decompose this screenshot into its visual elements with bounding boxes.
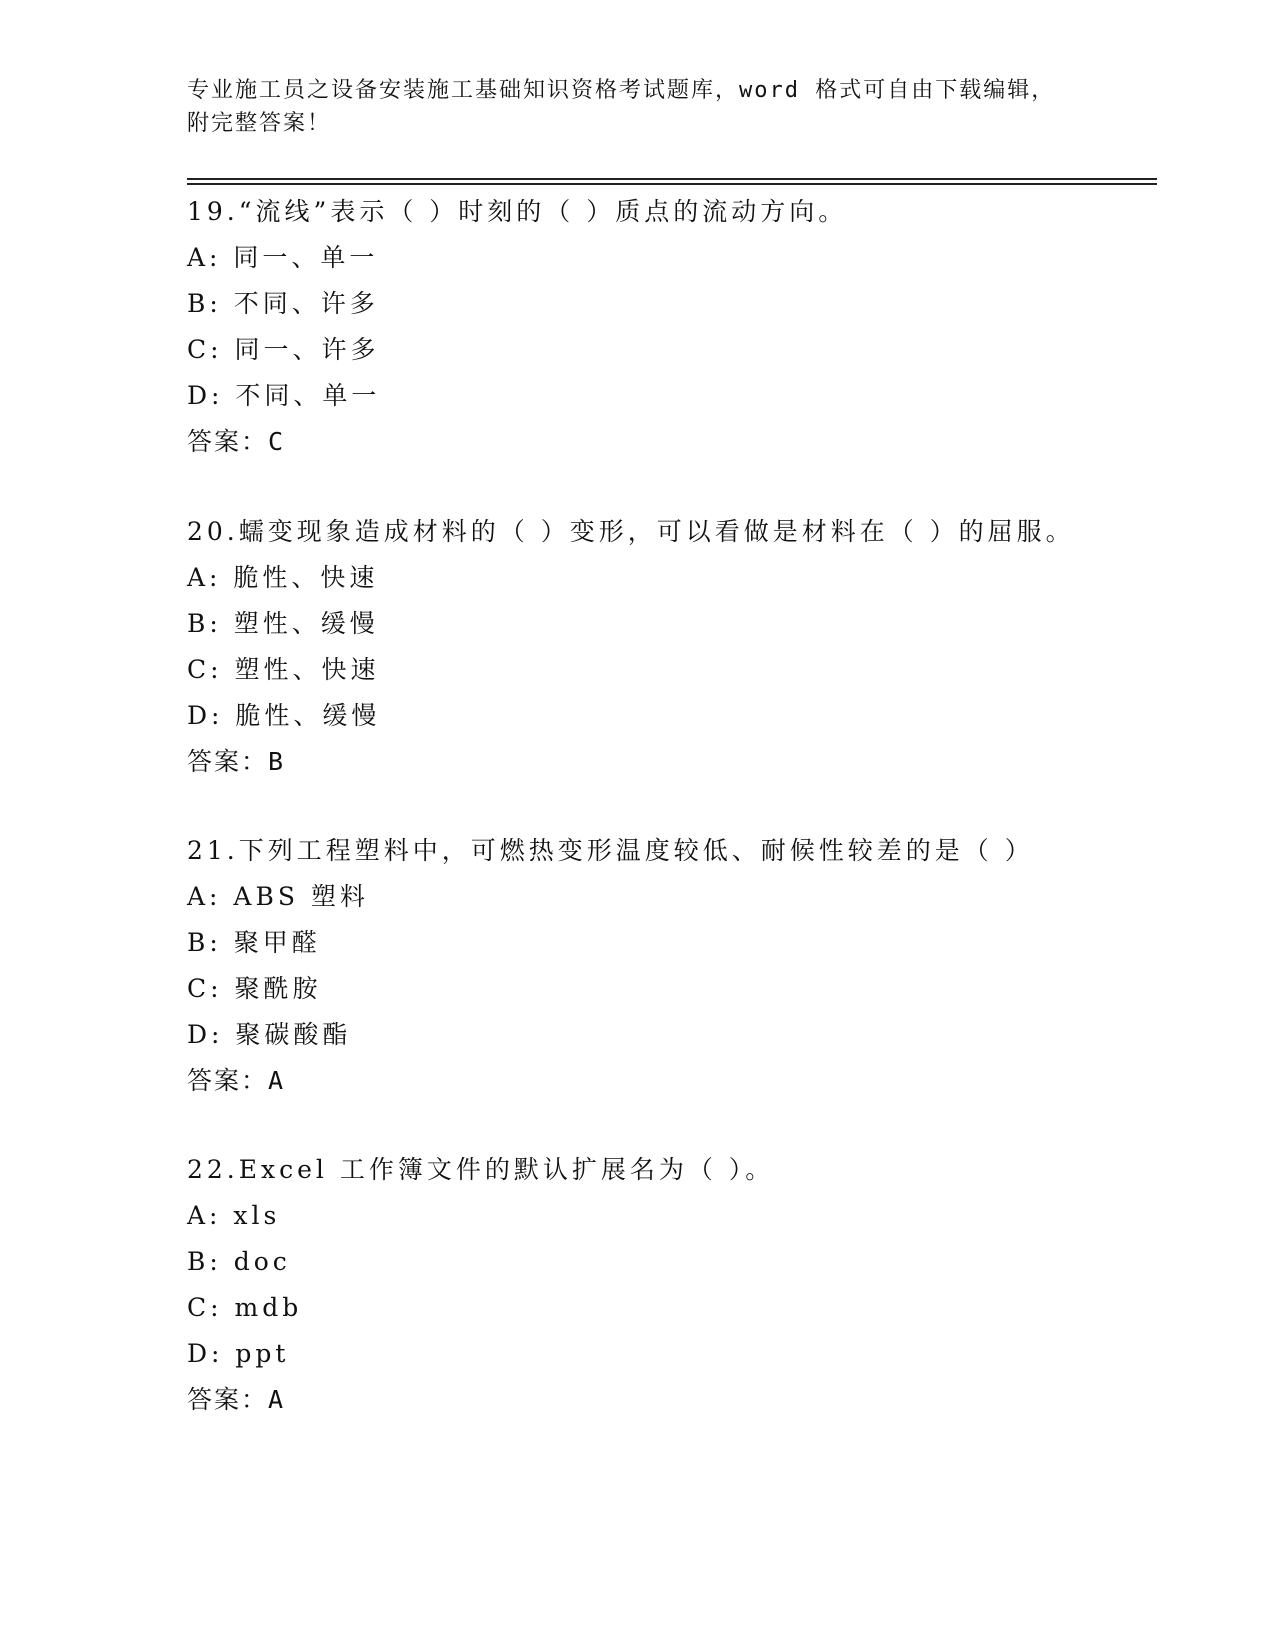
option-a: A: 同一、单一 [187,243,379,272]
option-b: B: 聚甲醛 [187,928,321,957]
option-d: D: 脆性、缓慢 [187,701,381,730]
question-block [187,828,1147,1104]
option-d: D: 不同、单一 [187,381,381,410]
question-block [187,1147,1147,1423]
header-line-1: 专业施工员之设备安装施工基础知识资格考试题库，word 格式可自由下载编辑， [187,78,1056,103]
question-stem: 20.蠕变现象造成材料的（ ）变形，可以看做是材料在（ ）的屈服。 [187,517,1075,546]
document-header [187,74,1087,140]
option-a: A: xls [187,1201,281,1230]
header-line-2: 附完整答案！ [187,111,332,136]
option-d: D: 聚碳酸酯 [187,1020,352,1049]
option-c: C: 聚酰胺 [187,974,322,1003]
option-c: C: mdb [187,1293,303,1322]
answer-line: 答案：A [187,1066,286,1095]
option-d: D: ppt [187,1339,290,1368]
option-b: B: doc [187,1247,291,1276]
question-block [187,509,1147,785]
answer-line: 答案：C [187,427,286,456]
answer-line: 答案：A [187,1385,286,1414]
question-stem: 19.“流线”表示（ ）时刻的（ ）质点的流动方向。 [187,197,848,226]
question-stem: 21.下列工程塑料中，可燃热变形温度较低、耐候性较差的是（ ） [187,836,1034,865]
question-block [187,189,1147,465]
option-c: C: 塑性、快速 [187,655,380,684]
option-c: C: 同一、许多 [187,335,380,364]
option-b: B: 塑性、缓慢 [187,609,379,638]
header-divider-bottom [187,183,1157,185]
answer-line: 答案：B [187,747,286,776]
option-a: A: ABS 塑料 [187,882,369,911]
question-stem: 22.Excel 工作簿文件的默认扩展名为（ ）。 [187,1155,775,1184]
header-divider-top [187,178,1157,180]
option-b: B: 不同、许多 [187,289,379,318]
option-a: A: 脆性、快速 [187,563,379,592]
